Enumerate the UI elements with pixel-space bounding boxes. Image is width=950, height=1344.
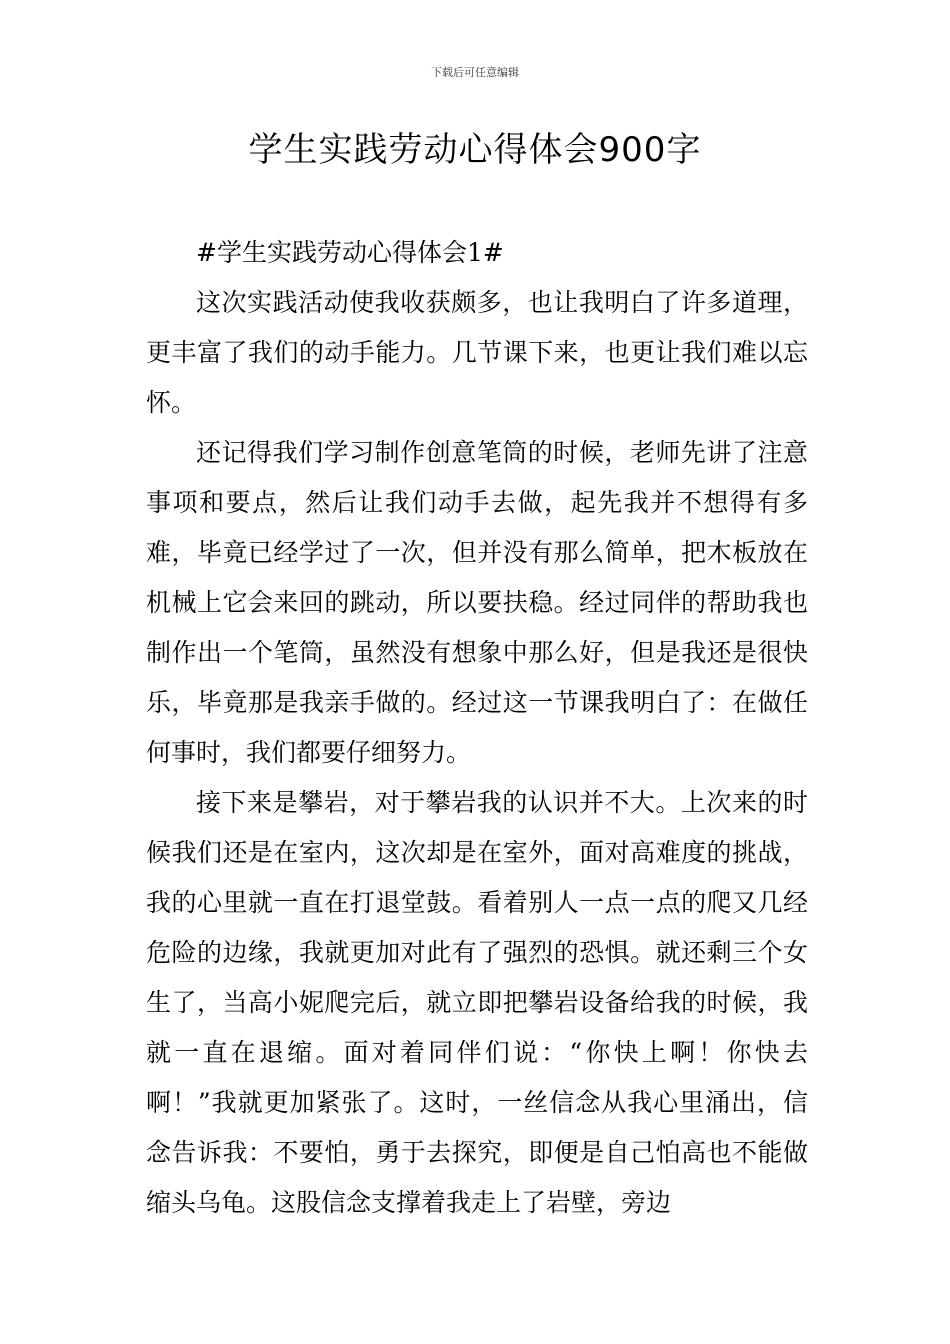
paragraph: 接下来是攀岩，对于攀岩我的认识并不大。上次来的时候我们还是在室内，这次却是在室外，面对高难度的挑战，我的心里就一直在打退堂鼓。看着别人一点一点的爬又几经危险的边缘，我就更加对此有了强烈的恐惧。就还剩三个女生了，当高小妮爬完后，就立即把攀岩设备给我的时候，我就一直在退缩。面对着同伴们说：“你快上啊！你快去啊！”我就更加紧张了。这时，一丝信念从我心里涌出，信念告诉我：不要怕，勇于去探究，即便是自己怕高也不能做缩头乌龟。这股信念支撑着我走上了岩壁，旁边 bbox=[146, 788, 808, 1217]
paragraph: 还记得我们学习制作创意笔筒的时候，老师先讲了注意事项和要点，然后让我们动手去做，起先我并不想得有多难，毕竟已经学过了一次，但并没有那么简单，把木板放在机械上它会来回的跳动，所以要扶稳。经过同伴的帮助我也制作出一个笔筒，虽然没有想象中那么好，但是我还是很快乐，毕竟那是我亲手做的。经过这一节课我明白了：在做任何事时，我们都要仔细努力。 bbox=[146, 438, 808, 767]
document-title: 学生实践劳动心得体会900字 bbox=[248, 130, 702, 170]
document-body bbox=[146, 228, 808, 1228]
section-heading: #学生实践劳动心得体会1# bbox=[196, 238, 504, 267]
header-note: 下载后可任意编辑 bbox=[431, 66, 519, 79]
paragraph: 这次实践活动使我收获颇多，也让我明白了许多道理，更丰富了我们的动手能力。几节课下来，也更让我们难以忘怀。 bbox=[146, 288, 808, 417]
